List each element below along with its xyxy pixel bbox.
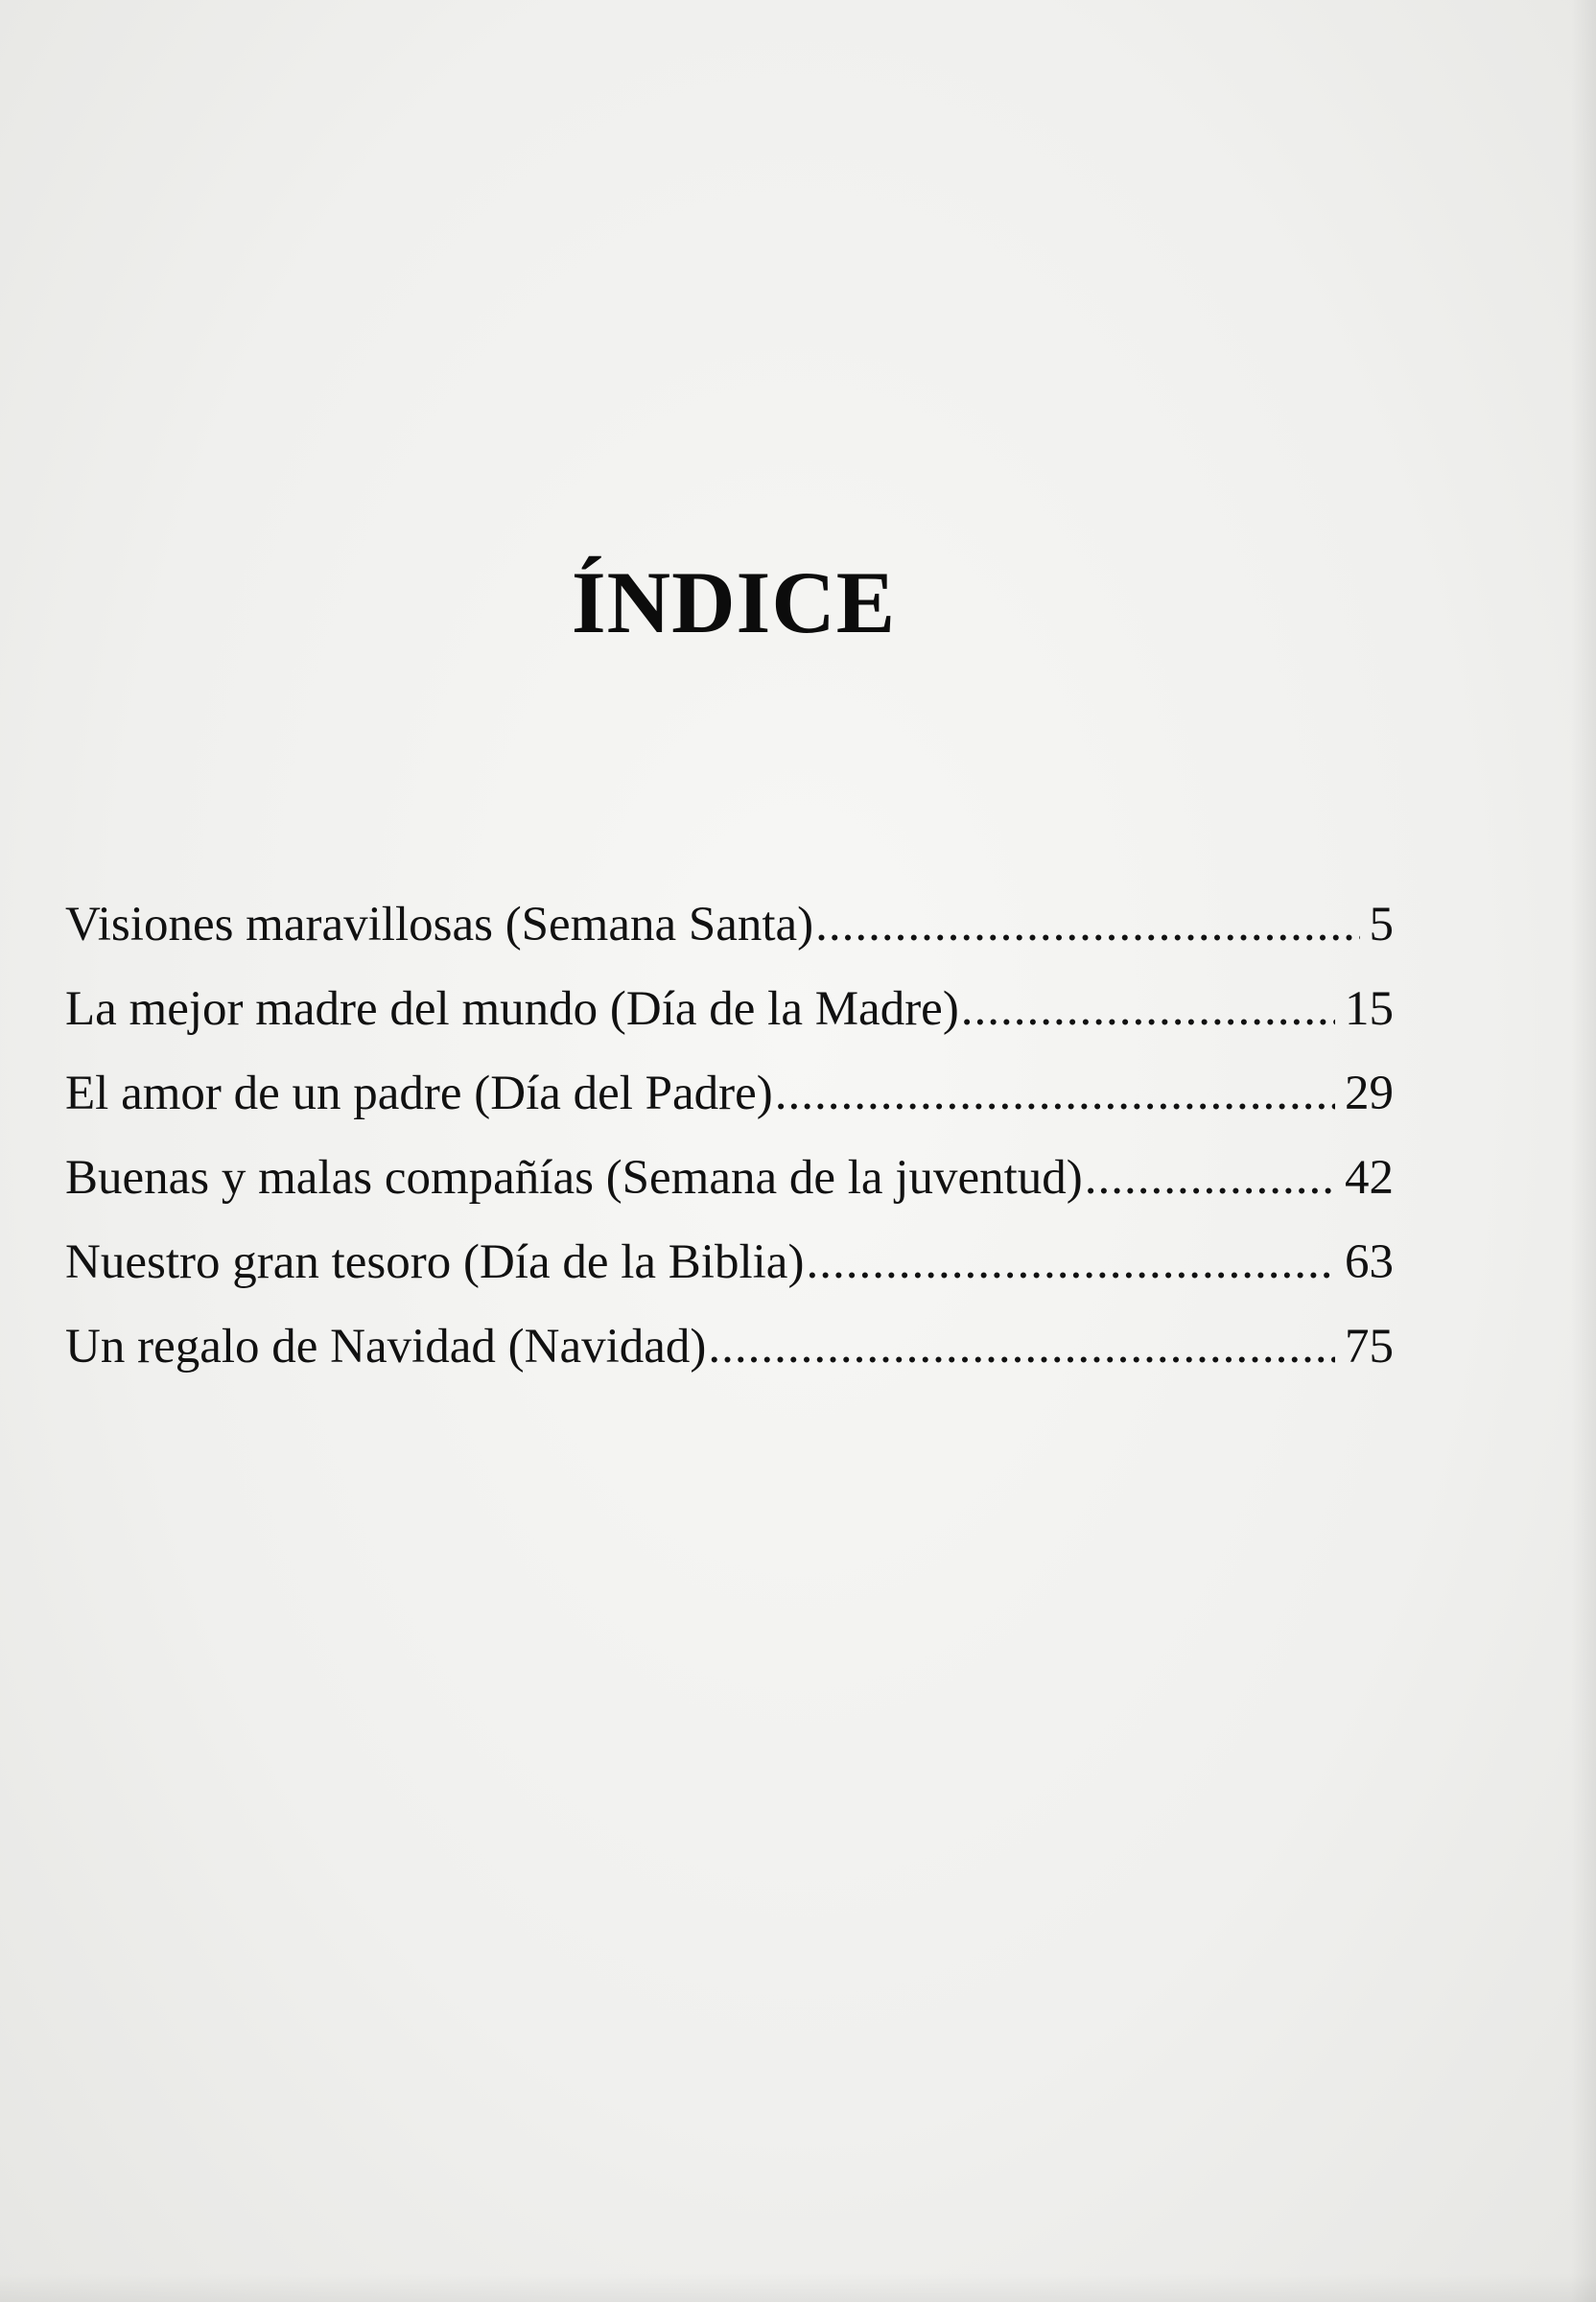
- toc-entry: [65, 967, 1394, 1051]
- toc-dot-leader: [815, 882, 1359, 967]
- toc-entry-title: Un regalo de Navidad (Navidad): [65, 1320, 707, 1374]
- toc-entry-title: La mejor madre del mundo (Día de la Madre): [65, 982, 959, 1036]
- toc-entry: [65, 1304, 1394, 1389]
- page-edge-shadow: [1571, 0, 1596, 2302]
- toc-page-number: 75: [1345, 1320, 1394, 1374]
- toc-page-number: 63: [1345, 1235, 1394, 1289]
- toc-dot-leader: [961, 967, 1335, 1051]
- toc-entry: [65, 1220, 1394, 1304]
- toc-page-number: 29: [1345, 1067, 1394, 1120]
- toc-page-number: 42: [1345, 1151, 1394, 1205]
- toc-entry-title: Buenas y malas compañías (Semana de la juventud): [65, 1151, 1083, 1205]
- toc-dot-leader: [708, 1304, 1335, 1389]
- page-bottom-shadow: [0, 2273, 1596, 2302]
- page-title: ÍNDICE: [571, 553, 897, 651]
- table-of-contents: [65, 882, 1394, 1389]
- toc-dot-leader: [775, 1051, 1335, 1136]
- toc-entry-title: Nuestro gran tesoro (Día de la Biblia): [65, 1235, 805, 1289]
- toc-entry-title: Visiones maravillosas (Semana Santa): [65, 898, 814, 951]
- toc-entry: [65, 882, 1394, 967]
- toc-entry: [65, 1051, 1394, 1136]
- toc-page-number: 15: [1345, 982, 1394, 1036]
- toc-entry-title: El amor de un padre (Día del Padre): [65, 1067, 773, 1120]
- toc-dot-leader: [1085, 1136, 1335, 1220]
- toc-page-number: 5: [1369, 898, 1394, 951]
- toc-entry: [65, 1136, 1394, 1220]
- toc-dot-leader: [806, 1220, 1335, 1304]
